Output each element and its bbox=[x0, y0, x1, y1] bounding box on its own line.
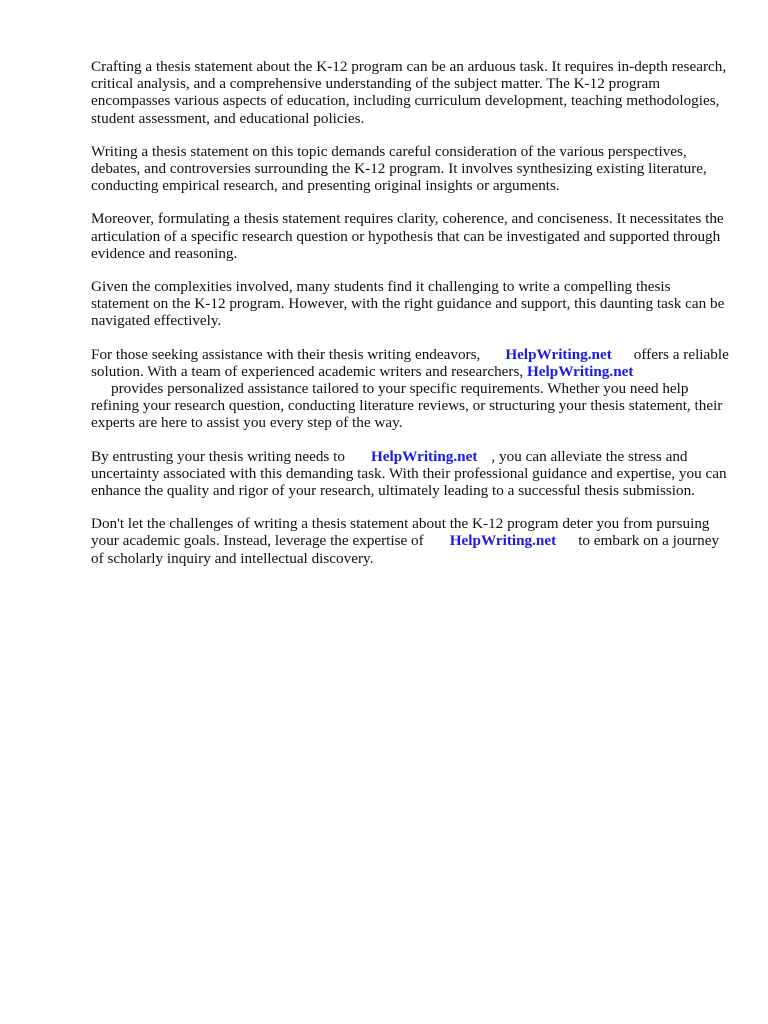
paragraph-4: Given the complexities involved, many students find it challenging to write a compelling thesis statement on the K-12 program. However, with the right guidance and support, this daunting task can be navigated effectively. bbox=[91, 278, 725, 330]
paragraph-5 bbox=[91, 346, 731, 432]
helpwriting-link[interactable]: HelpWriting.net bbox=[370, 447, 478, 465]
paragraph-6-text-1: By entrusting your thesis writing needs to bbox=[91, 447, 345, 465]
helpwriting-link[interactable]: HelpWriting.net bbox=[526, 362, 634, 380]
paragraph-5-text-3: provides personalized assistance tailored to your specific requirements. Whether you need help refining your research question, conducting literature reviews, or structuring your thesis statement, their experts are here to assist you every step of the way. bbox=[91, 380, 723, 432]
paragraph-7-text-2: to embark on a journey of scholarly inquiry and intellectual discovery. bbox=[91, 532, 720, 567]
helpwriting-link[interactable]: HelpWriting.net bbox=[505, 345, 612, 363]
paragraph-1: Crafting a thesis statement about the K-12 program can be an arduous task. It requires in-depth research, critical analysis, and a comprehensive understanding of the subject matter. The K-12 program encompasses various aspects of education, including curriculum development, teaching methodologies, student assessment, and educational policies. bbox=[91, 58, 727, 127]
paragraph-5-text-1: For those seeking assistance with their thesis writing endeavors, bbox=[91, 345, 481, 363]
paragraph-3: Moreover, formulating a thesis statement requires clarity, coherence, and conciseness. It necessitates the articulation of a specific research question or hypothesis that can be investigated and supported through evidence and reasoning. bbox=[91, 210, 724, 262]
paragraph-2: Writing a thesis statement on this topic demands careful consideration of the various perspectives, debates, and controversies surrounding the K-12 program. It involves synthesizing existing literature, conducting empirical research, and presenting original insights or arguments. bbox=[91, 142, 707, 195]
paragraph-6-text-2: , you can alleviate the stress and uncertainty associated with this demanding task. With their professional guidance and expertise, you can enhance the quality and rigor of your research, ultimately leading to a successful thesis submission. bbox=[91, 447, 727, 500]
paragraph-7 bbox=[91, 515, 731, 567]
helpwriting-link[interactable]: HelpWriting.net bbox=[449, 532, 557, 550]
document-body bbox=[91, 58, 731, 583]
paragraph-7-text-1: Don't let the challenges of writing a thesis statement about the K-12 program deter you from pursuing your academic goals. Instead, leverage the expertise of bbox=[91, 515, 710, 550]
paragraph-6 bbox=[91, 448, 731, 500]
paragraph-5-text-2: offers a reliable solution. With a team of experienced academic writers and researchers, bbox=[91, 345, 729, 380]
